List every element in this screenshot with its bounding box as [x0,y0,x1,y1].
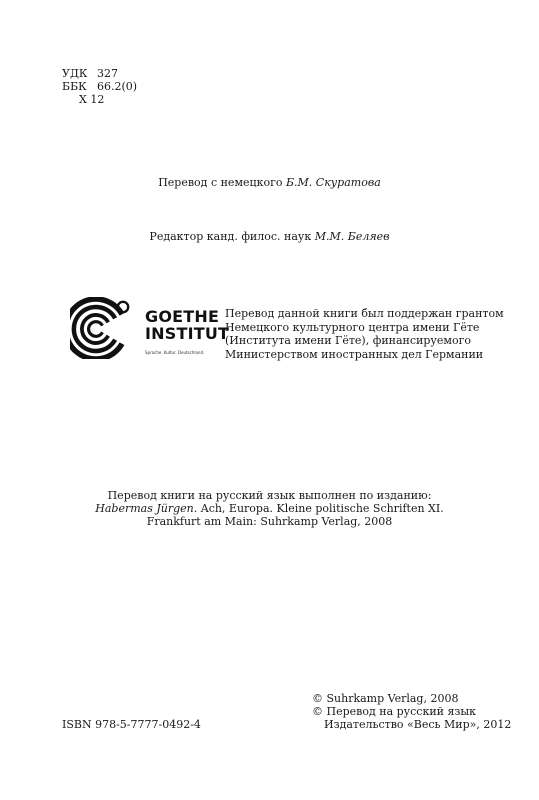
source-publisher: Frankfurt am Main: Suhrkamp Verlag, 2008 [146,515,393,528]
copyright-translation: © Перевод на русский язык [312,705,477,718]
grant-line: (Института имени Гёте), финансируемого [225,334,471,347]
bbk-row [62,80,137,93]
copyright-publisher: Издательство «Весь Мир», 2012 [324,718,512,731]
logo-word-institut: INSTITUT [145,324,230,343]
author-mark-row [62,93,137,106]
translator-credit [0,176,539,189]
source-author: Habermas Jürgen. [95,502,198,515]
source-intro: Перевод книги на русский язык выполнен по изданию: [107,489,432,502]
logo-tagline: Sprache. Kultur. Deutschland. [145,350,205,355]
isbn-number: ISBN 978-5-7777-0492-4 [62,718,201,731]
editor-credit [0,230,539,243]
grant-line: Немецкого культурного центра имени Гёте [225,320,480,334]
goethe-institut-logo [70,297,230,359]
translator-name: Б.М. Скуратова [285,176,381,189]
grant-notice [225,307,504,361]
udk-label: УДК [62,67,88,80]
udk-row [62,67,137,80]
bbk-label: ББК [62,80,87,93]
copyright-block [312,692,511,731]
bbk-value: 66.2(0) [97,80,138,93]
goethe-spiral-icon [70,297,134,359]
editor-prefix: Редактор канд. филос. наук [149,230,312,243]
source-citation [0,502,539,515]
logo-word-goethe: GOETHE [145,307,220,326]
author-mark: Х 12 [79,93,105,106]
classification-block [62,67,137,106]
udk-value: 327 [97,67,118,80]
copyright-suhrkamp: © Suhrkamp Verlag, 2008 [312,692,459,705]
grant-line: Министерством иностранных дел Германии [225,347,484,361]
translator-prefix: Перевод с немецкого [158,176,283,189]
grant-line: Перевод данной книги был поддержан грантом [225,307,504,320]
source-edition [0,489,539,528]
source-title: Ach, Europa. Kleine politische Schriften XI. [197,502,444,515]
editor-name: М.М. Беляев [314,230,390,243]
